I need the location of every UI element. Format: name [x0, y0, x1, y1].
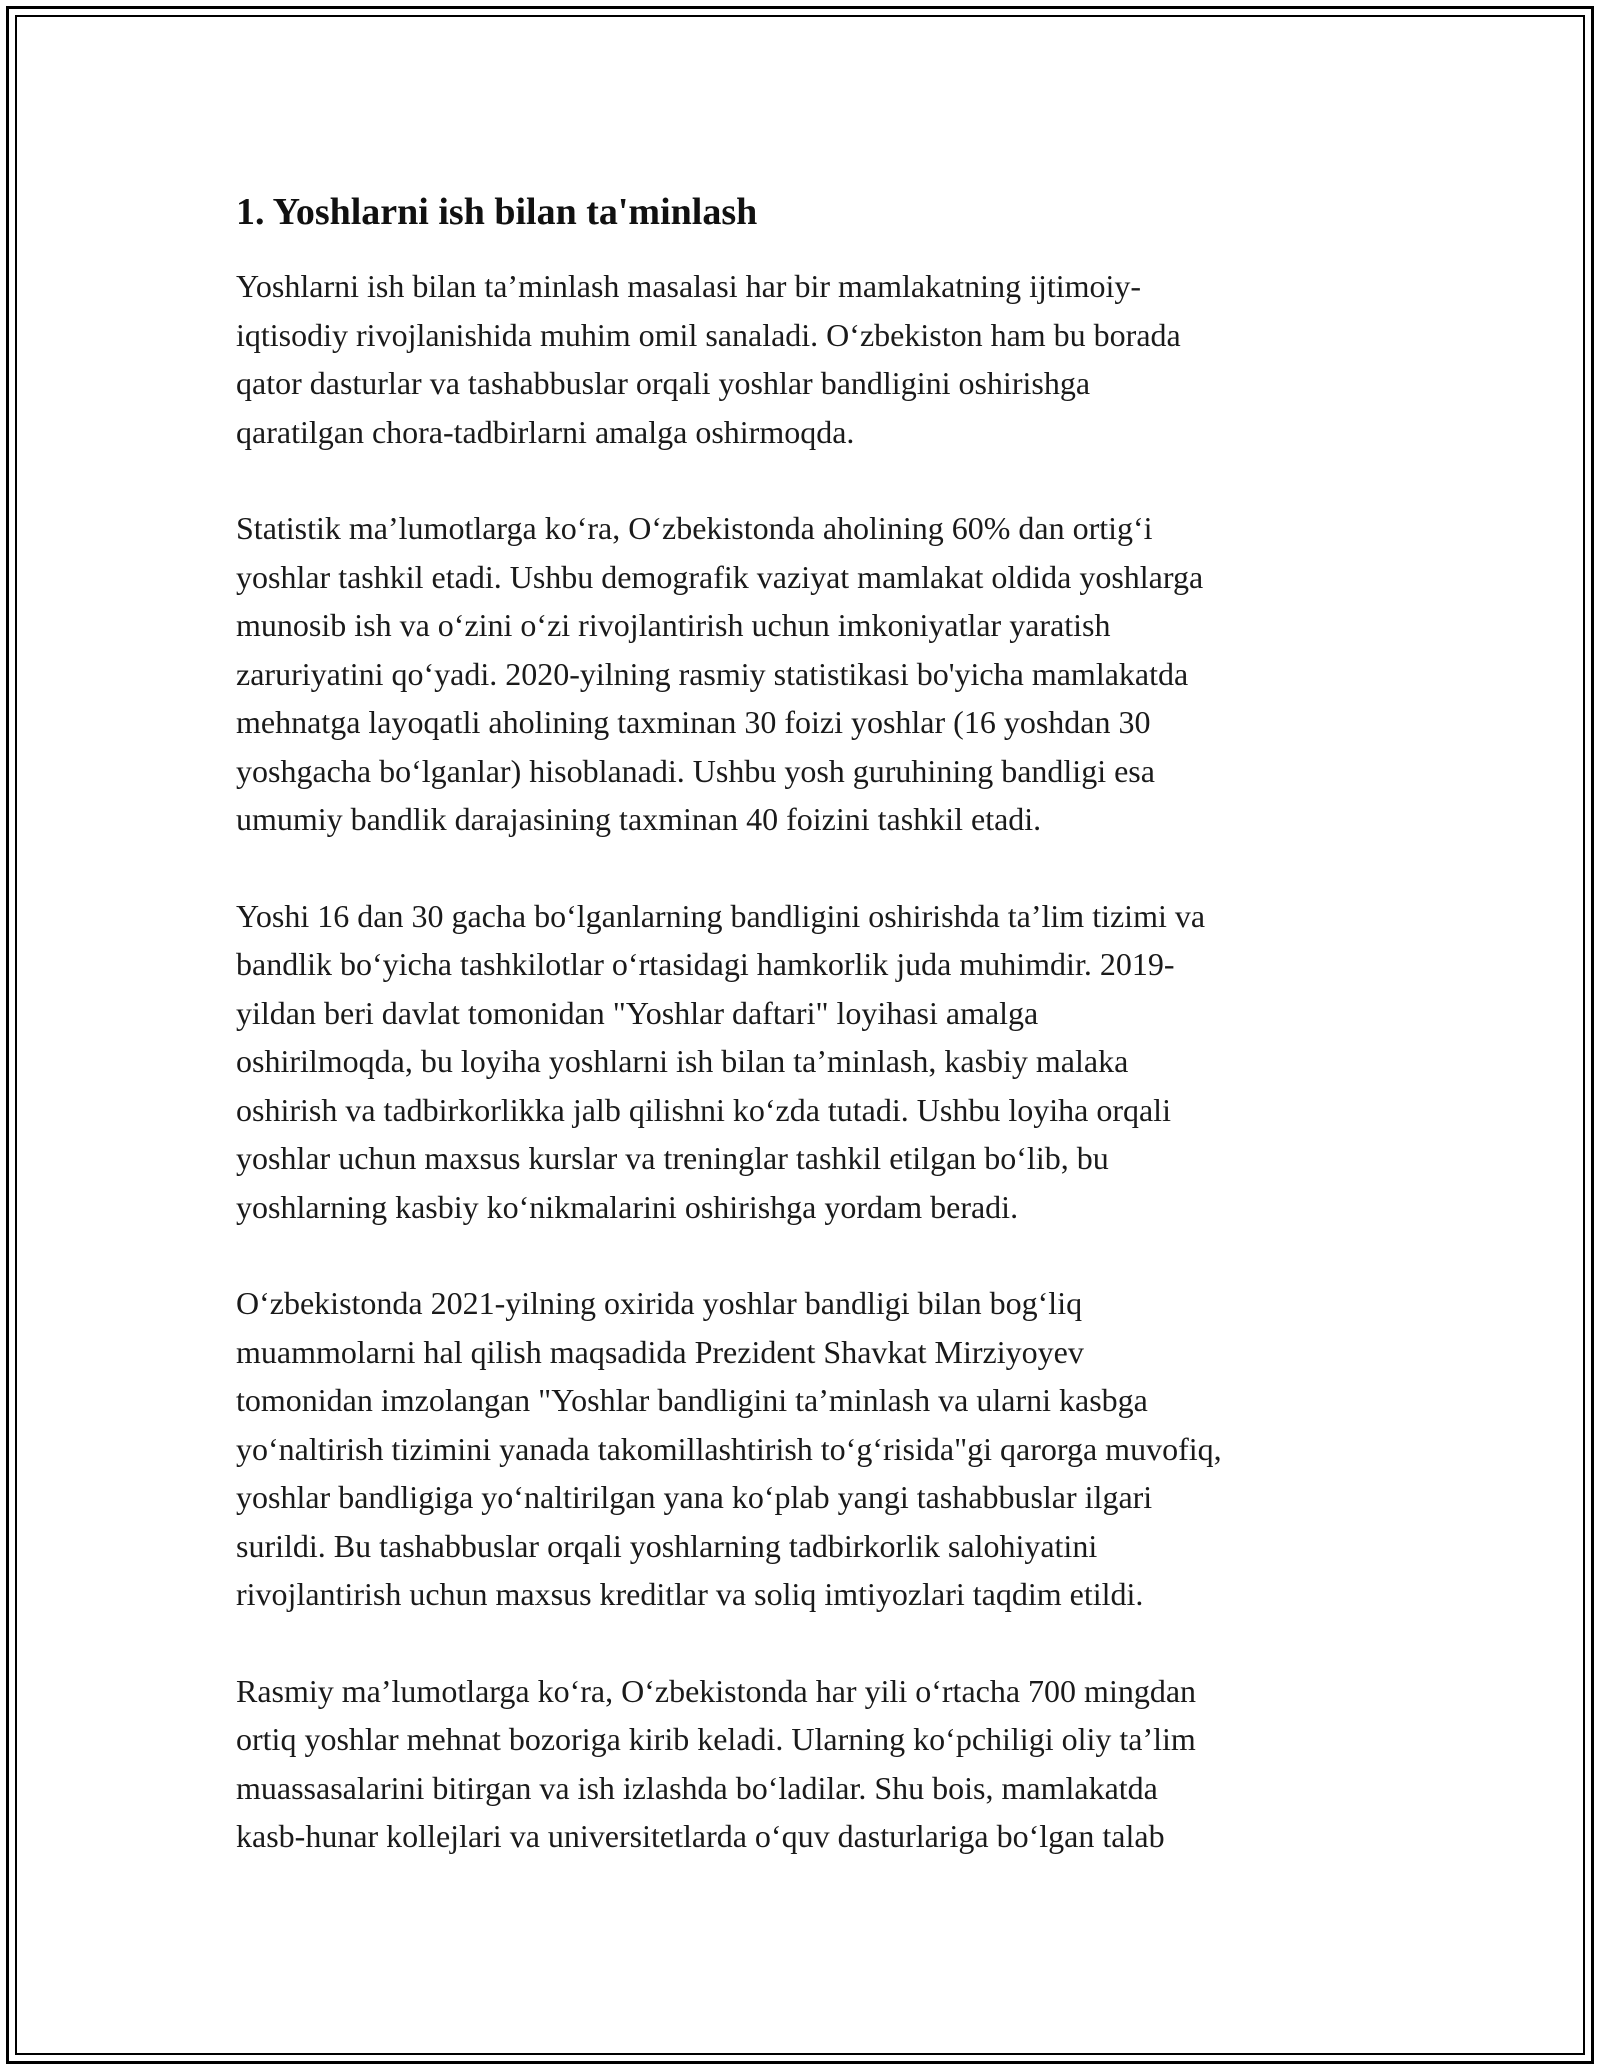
paragraph-4: O‘zbekistonda 2021-yilning oxirida yoshlar bandligi bilan bog‘liq muammolarni hal qilish maqsadida Prezident Shavkat Mirziyoyev tomonidan imzolangan "Yoshlar bandligini ta’minlash va ularni kasbga yo‘naltirish tizimini yanada takomillashtirish to‘g‘risida"gi qarorga muvofiq, yoshlar bandligiga yo‘naltirilgan yana ko‘plab yangi tashabbuslar ilgari surildi. Bu tashabbuslar orqali yoshlarning tadbirkorlik salohiyatini rivojlantirish uchun maxsus kreditlar va soliq imtiyozlari taqdim etildi.	[236, 1285, 1222, 1612]
section-heading: 1. Yoshlarni ish bilan ta'minlash	[236, 191, 758, 233]
paragraph-2: Statistik ma’lumotlarga ko‘ra, O‘zbekistonda aholining 60% dan ortig‘i yoshlar tashkil etadi. Ushbu demografik vaziyat mamlakat oldida yoshlarga munosib ish va o‘zini o‘zi rivojlantirish uchun imkoniyatlar yaratish zaruriyatini qo‘yadi. 2020-yilning rasmiy statistikasi bo'yicha mamlakatda mehnatga layoqatli aholining taxminan 30 foizi yoshlar (16 yoshdan 30 yoshgacha bo‘lganlar) hisoblanadi. Ushbu yosh guruhining bandligi esa umumiy bandlik darajasining taxminan 40 foizini tashkil etadi.	[236, 510, 1204, 837]
paragraph-1: Yoshlarni ish bilan ta’minlash masalasi har bir mamlakatning ijtimoiy- iqtisodiy rivojlanishida muhim omil sanaladi. O‘zbekiston ham bu borada qator dasturlar va tashabbuslar orqali yoshlar bandligini oshirishga qaratilgan chora-tadbirlarni amalga oshirmoqda.	[236, 268, 1181, 450]
paragraph-5: Rasmiy ma’lumotlarga ko‘ra, O‘zbekistonda har yili o‘rtacha 700 mingdan ortiq yoshlar mehnat bozoriga kirib keladi. Ularning ko‘pchiligi oliy ta’lim muassasalarini bitirgan va ish izlashda bo‘ladilar. Shu bois, mamlakatda kasb-hunar kollejlari va universitetlarda o‘quv dasturlariga bo‘lgan talab	[236, 1672, 1197, 1854]
document-body	[236, 186, 1386, 1909]
paragraph-3: Yoshi 16 dan 30 gacha bo‘lganlarning bandligini oshirishda ta’lim tizimi va bandlik bo‘yicha tashkilotlar o‘rtasidagi hamkorlik juda muhimdir. 2019- yildan beri davlat tomonidan "Yoshlar daftari" loyihasi amalga oshirilmoqda, bu loyiha yoshlarni ish bilan ta’minlash, kasbiy malaka oshirish va tadbirkorlikka jalb qilishni ko‘zda tutadi. Ushbu loyiha orqali yoshlar uchun maxsus kurslar va treninglar tashkil etilgan bo‘lib, bu yoshlarning kasbiy ko‘nikmalarini oshirishga yordam beradi.	[236, 897, 1206, 1225]
